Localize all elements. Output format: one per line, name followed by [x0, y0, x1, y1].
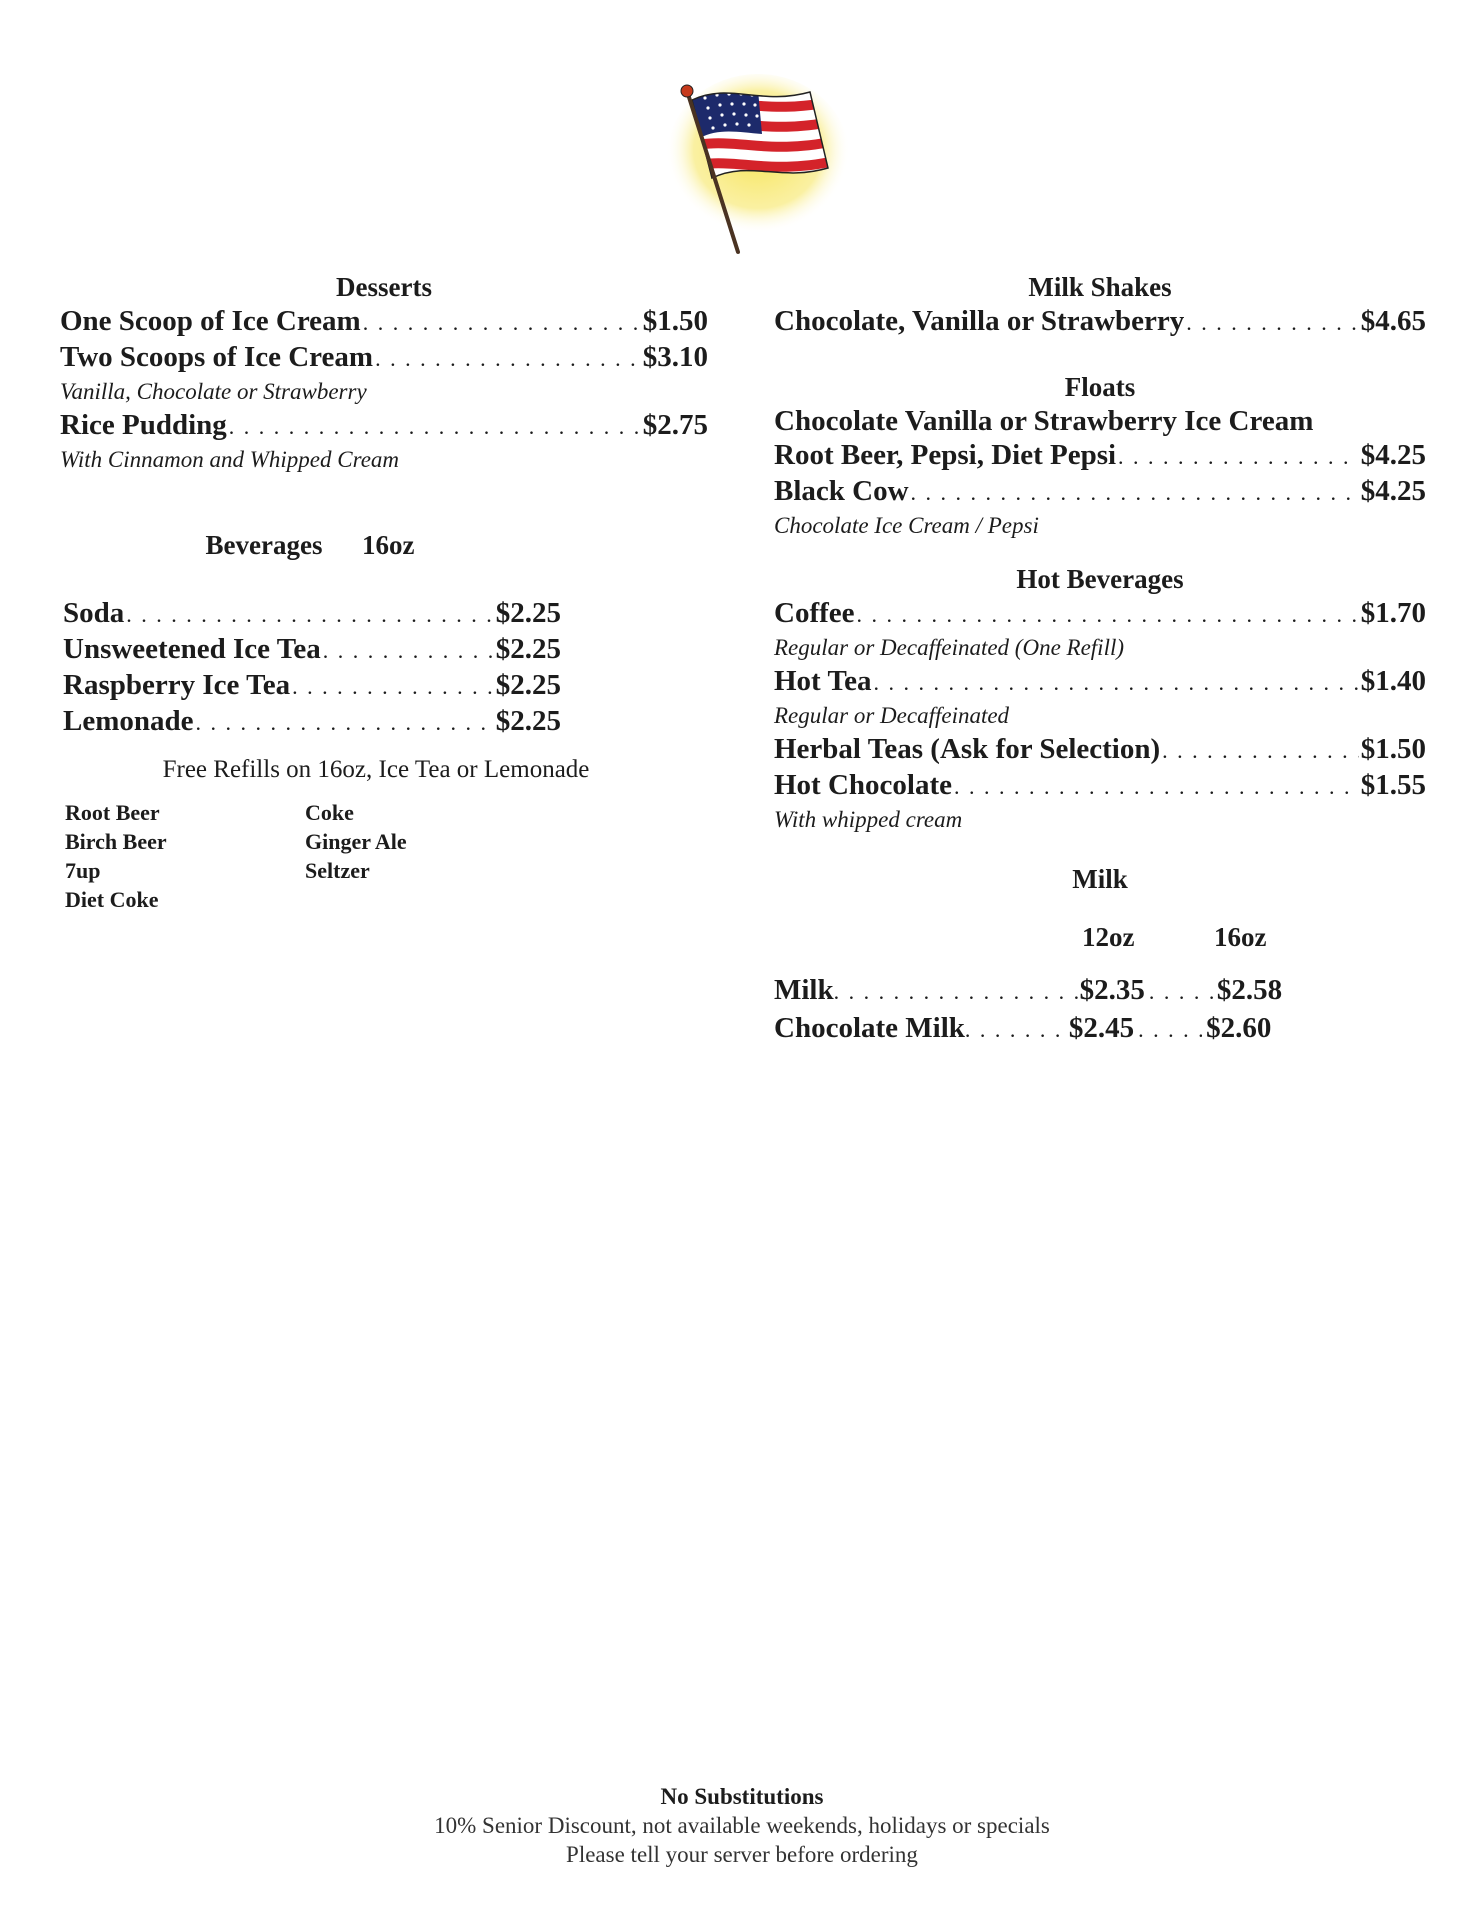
server-note: Please tell your server before ordering — [566, 1842, 918, 1867]
floats-subheading-text: Chocolate Vanilla or Strawberry Ice Cream — [774, 405, 1314, 437]
senior-discount-note: 10% Senior Discount, not available weekends, holidays or specials — [434, 1813, 1050, 1838]
soda-item: Seltzer — [305, 858, 370, 883]
item-note: Chocolate Ice Cream / Pepsi — [774, 513, 1039, 538]
item-note: Regular or Decaffeinated (One Refill) — [774, 635, 1125, 660]
leader-dots — [857, 598, 1359, 632]
item-name: Soda — [63, 597, 125, 629]
soda-selection-list — [65, 798, 708, 914]
item-price: $4.25 — [1360, 475, 1426, 507]
item-price: $2.25 — [495, 669, 561, 701]
leader-dots — [363, 306, 641, 340]
soda-item: Ginger Ale — [305, 829, 407, 854]
beverages-size: 16oz — [361, 530, 415, 560]
leader-dots — [911, 476, 1359, 510]
milk-list — [774, 972, 1426, 1048]
soda-item: Root Beer — [65, 800, 160, 825]
leader-dots — [954, 770, 1359, 804]
no-substitutions: No Substitutions — [660, 1784, 824, 1809]
item-price: $2.25 — [495, 705, 561, 737]
leader-dots — [1186, 306, 1358, 340]
item-note: With Cinnamon and Whipped Cream — [60, 447, 400, 472]
left-column — [60, 270, 708, 914]
leader-dots — [1118, 440, 1359, 474]
item-name: Herbal Teas (Ask for Selection) — [774, 733, 1161, 765]
leader-dots — [229, 410, 641, 444]
beverages-title: Beverages — [205, 530, 323, 560]
item-price: $4.25 — [1360, 439, 1426, 471]
item-name: Black Cow — [774, 475, 909, 507]
item-price: $2.75 — [642, 409, 708, 441]
menu-item — [63, 632, 561, 668]
item-price: $1.50 — [642, 305, 708, 337]
item-name: Hot Chocolate — [774, 769, 952, 801]
item-price: $1.55 — [1360, 769, 1426, 801]
item-name: Milk — [774, 974, 834, 1006]
milk-item — [774, 1010, 1426, 1048]
leader-dots — [965, 1012, 1069, 1048]
leader-dots — [1138, 1012, 1202, 1048]
menu-item — [63, 596, 561, 632]
leader-dots — [196, 706, 494, 740]
hot-beverages-heading: Hot Beverages — [1016, 564, 1184, 594]
milk-size-16oz: 16oz — [1214, 922, 1267, 952]
soda-item: Birch Beer — [65, 829, 167, 854]
american-flag-icon — [660, 70, 860, 260]
milk-size-12oz: 12oz — [1082, 922, 1135, 952]
item-price: $1.40 — [1360, 665, 1426, 697]
beverages-heading — [60, 528, 560, 562]
leader-dots — [1149, 974, 1213, 1010]
menu-item — [60, 340, 708, 376]
item-name: Unsweetened Ice Tea — [63, 633, 321, 665]
leader-dots — [834, 974, 1080, 1010]
milk-size-headers — [774, 920, 1426, 954]
menu-item — [774, 438, 1426, 474]
menu-item — [60, 408, 708, 444]
item-name: Chocolate, Vanilla or Strawberry — [774, 305, 1185, 337]
refill-note: Free Refills on 16oz, Ice Tea or Lemonade — [162, 756, 590, 783]
leader-dots — [292, 670, 494, 704]
milk-item — [774, 972, 1426, 1010]
menu-item — [774, 732, 1426, 768]
soda-item: Coke — [305, 800, 354, 825]
item-name: Hot Tea — [774, 665, 872, 697]
menu-item — [774, 768, 1426, 804]
leader-dots — [1162, 734, 1359, 768]
item-price-12oz: $2.45 — [1068, 1012, 1135, 1044]
item-name: Root Beer, Pepsi, Diet Pepsi — [774, 439, 1117, 471]
beverages-list — [63, 596, 561, 740]
menu-item — [63, 704, 561, 740]
desserts-heading: Desserts — [336, 272, 432, 302]
soda-column-2 — [305, 798, 545, 914]
leader-dots — [375, 342, 641, 376]
soda-column-1 — [65, 798, 305, 914]
item-price: $3.10 — [642, 341, 708, 373]
item-name: Lemonade — [63, 705, 194, 737]
item-price-16oz: $2.58 — [1216, 974, 1283, 1006]
item-note: Regular or Decaffeinated — [774, 703, 1010, 728]
item-note: With whipped cream — [774, 807, 963, 832]
item-name: Raspberry Ice Tea — [63, 669, 291, 701]
menu-item — [774, 304, 1426, 340]
item-price: $1.50 — [1360, 733, 1426, 765]
floats-heading: Floats — [1064, 372, 1136, 402]
right-column — [774, 270, 1426, 1048]
item-price: $4.65 — [1360, 305, 1426, 337]
menu-item — [774, 596, 1426, 632]
item-name: Rice Pudding — [60, 409, 227, 441]
item-price: $1.70 — [1360, 597, 1426, 629]
floats-subheading — [774, 404, 1426, 438]
item-price-16oz: $2.60 — [1206, 1012, 1272, 1044]
item-price: $2.25 — [495, 633, 561, 665]
item-name: Coffee — [774, 597, 855, 629]
menu-item — [774, 664, 1426, 700]
item-note: Vanilla, Chocolate or Strawberry — [60, 379, 367, 404]
soda-item: Diet Coke — [65, 887, 159, 912]
leader-dots — [126, 598, 493, 632]
milk-shakes-heading: Milk Shakes — [1028, 272, 1172, 302]
item-price-12oz: $2.35 — [1079, 974, 1145, 1006]
menu-footer — [0, 1782, 1484, 1869]
item-name: Two Scoops of Ice Cream — [60, 341, 374, 373]
leader-dots — [874, 666, 1359, 700]
item-name: One Scoop of Ice Cream — [60, 305, 361, 337]
item-price: $2.25 — [495, 597, 561, 629]
item-name: Chocolate Milk — [774, 1012, 965, 1044]
menu-item — [774, 474, 1426, 510]
milk-heading: Milk — [1072, 864, 1128, 894]
soda-item: 7up — [65, 858, 101, 883]
menu-item — [63, 668, 561, 704]
menu-item — [60, 304, 708, 340]
leader-dots — [323, 634, 494, 668]
